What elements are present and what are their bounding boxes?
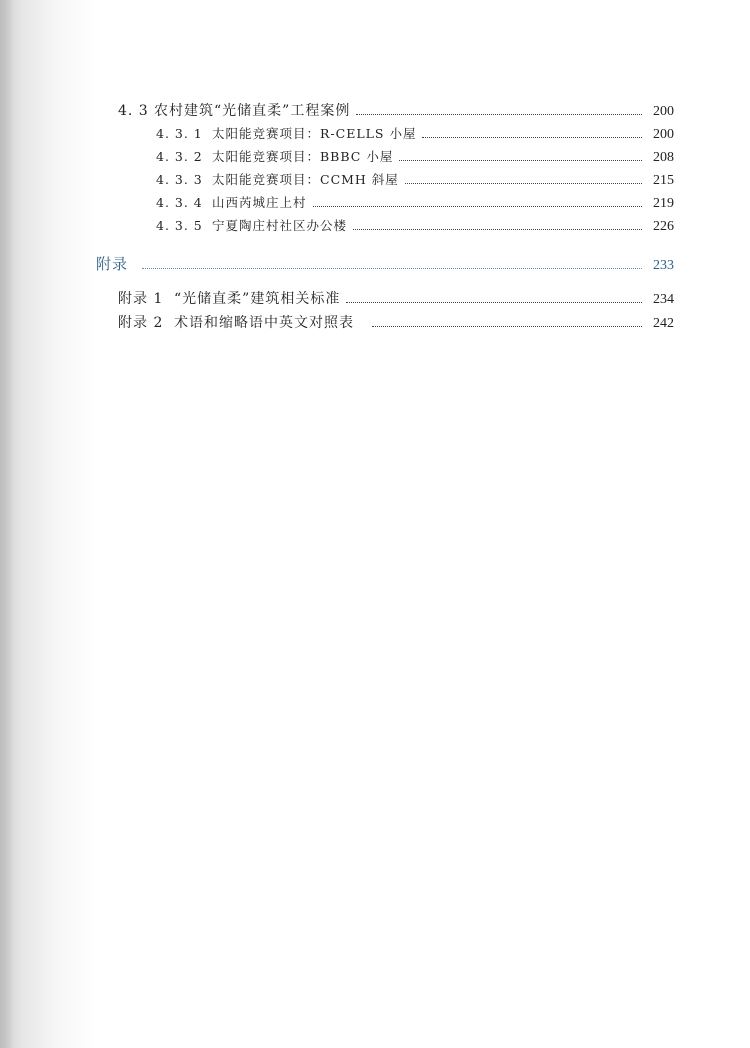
entry-number: 4. 3 (118, 103, 149, 119)
entry-title: 太阳能竞赛项目：BBBC 小屋 (212, 149, 394, 164)
page-edge-shadow (0, 0, 14, 1048)
entry-page-number: 234 (653, 292, 674, 307)
entry-title: 术语和缩略语中英文对照表 (174, 315, 354, 331)
entry-page-number: 226 (653, 219, 674, 234)
entry-page-number: 200 (653, 127, 674, 142)
entry-title: 太阳能竞赛项目：R-CELLS 小屋 (212, 126, 417, 141)
entry-number: 4. 3. 1 (156, 126, 203, 141)
toc-entry-4-3-2[interactable] (156, 147, 674, 166)
toc-entry-appendix[interactable] (96, 253, 674, 274)
dot-leader (356, 113, 642, 115)
entry-page-number: 208 (653, 150, 674, 165)
dot-leader (142, 267, 642, 269)
toc-entry-4-3[interactable] (118, 100, 674, 120)
toc-entry-4-3-5[interactable] (156, 216, 674, 235)
dot-leader (353, 228, 642, 230)
toc-entry-appendix-2[interactable] (118, 312, 674, 332)
dot-leader (422, 136, 642, 138)
entry-number: 附录 1 (118, 291, 164, 307)
dot-leader (399, 159, 642, 161)
entry-title: 太阳能竞赛项目：CCMH 斜屋 (212, 172, 399, 187)
toc-entry-4-3-4[interactable] (156, 193, 674, 212)
entry-title: 农村建筑“光储直柔”工程案例 (154, 103, 351, 119)
entry-page-number: 200 (653, 104, 674, 119)
entry-title: 山西芮城庄上村 (212, 195, 307, 210)
dot-leader (372, 325, 642, 327)
entry-number: 附录 2 (118, 315, 164, 331)
entry-page-number: 215 (653, 173, 674, 188)
dot-leader (346, 301, 642, 303)
entry-title: 宁夏陶庄村社区办公楼 (212, 218, 348, 233)
entry-number: 4. 3. 2 (156, 149, 203, 164)
entry-number: 4. 3. 4 (156, 195, 203, 210)
entry-page-number: 219 (653, 196, 674, 211)
appendix-heading: 附录 (96, 255, 129, 273)
toc-entry-4-3-3[interactable] (156, 170, 674, 189)
entry-page-number: 242 (653, 316, 674, 331)
entry-number: 4. 3. 5 (156, 218, 203, 233)
entry-title: “光储直柔”建筑相关标准 (174, 291, 341, 307)
entry-number: 4. 3. 3 (156, 172, 203, 187)
toc-entry-4-3-1[interactable] (156, 124, 674, 143)
entry-page-number: 233 (653, 258, 674, 273)
dot-leader (313, 205, 642, 207)
toc-entry-appendix-1[interactable] (118, 288, 674, 308)
dot-leader (405, 182, 642, 184)
